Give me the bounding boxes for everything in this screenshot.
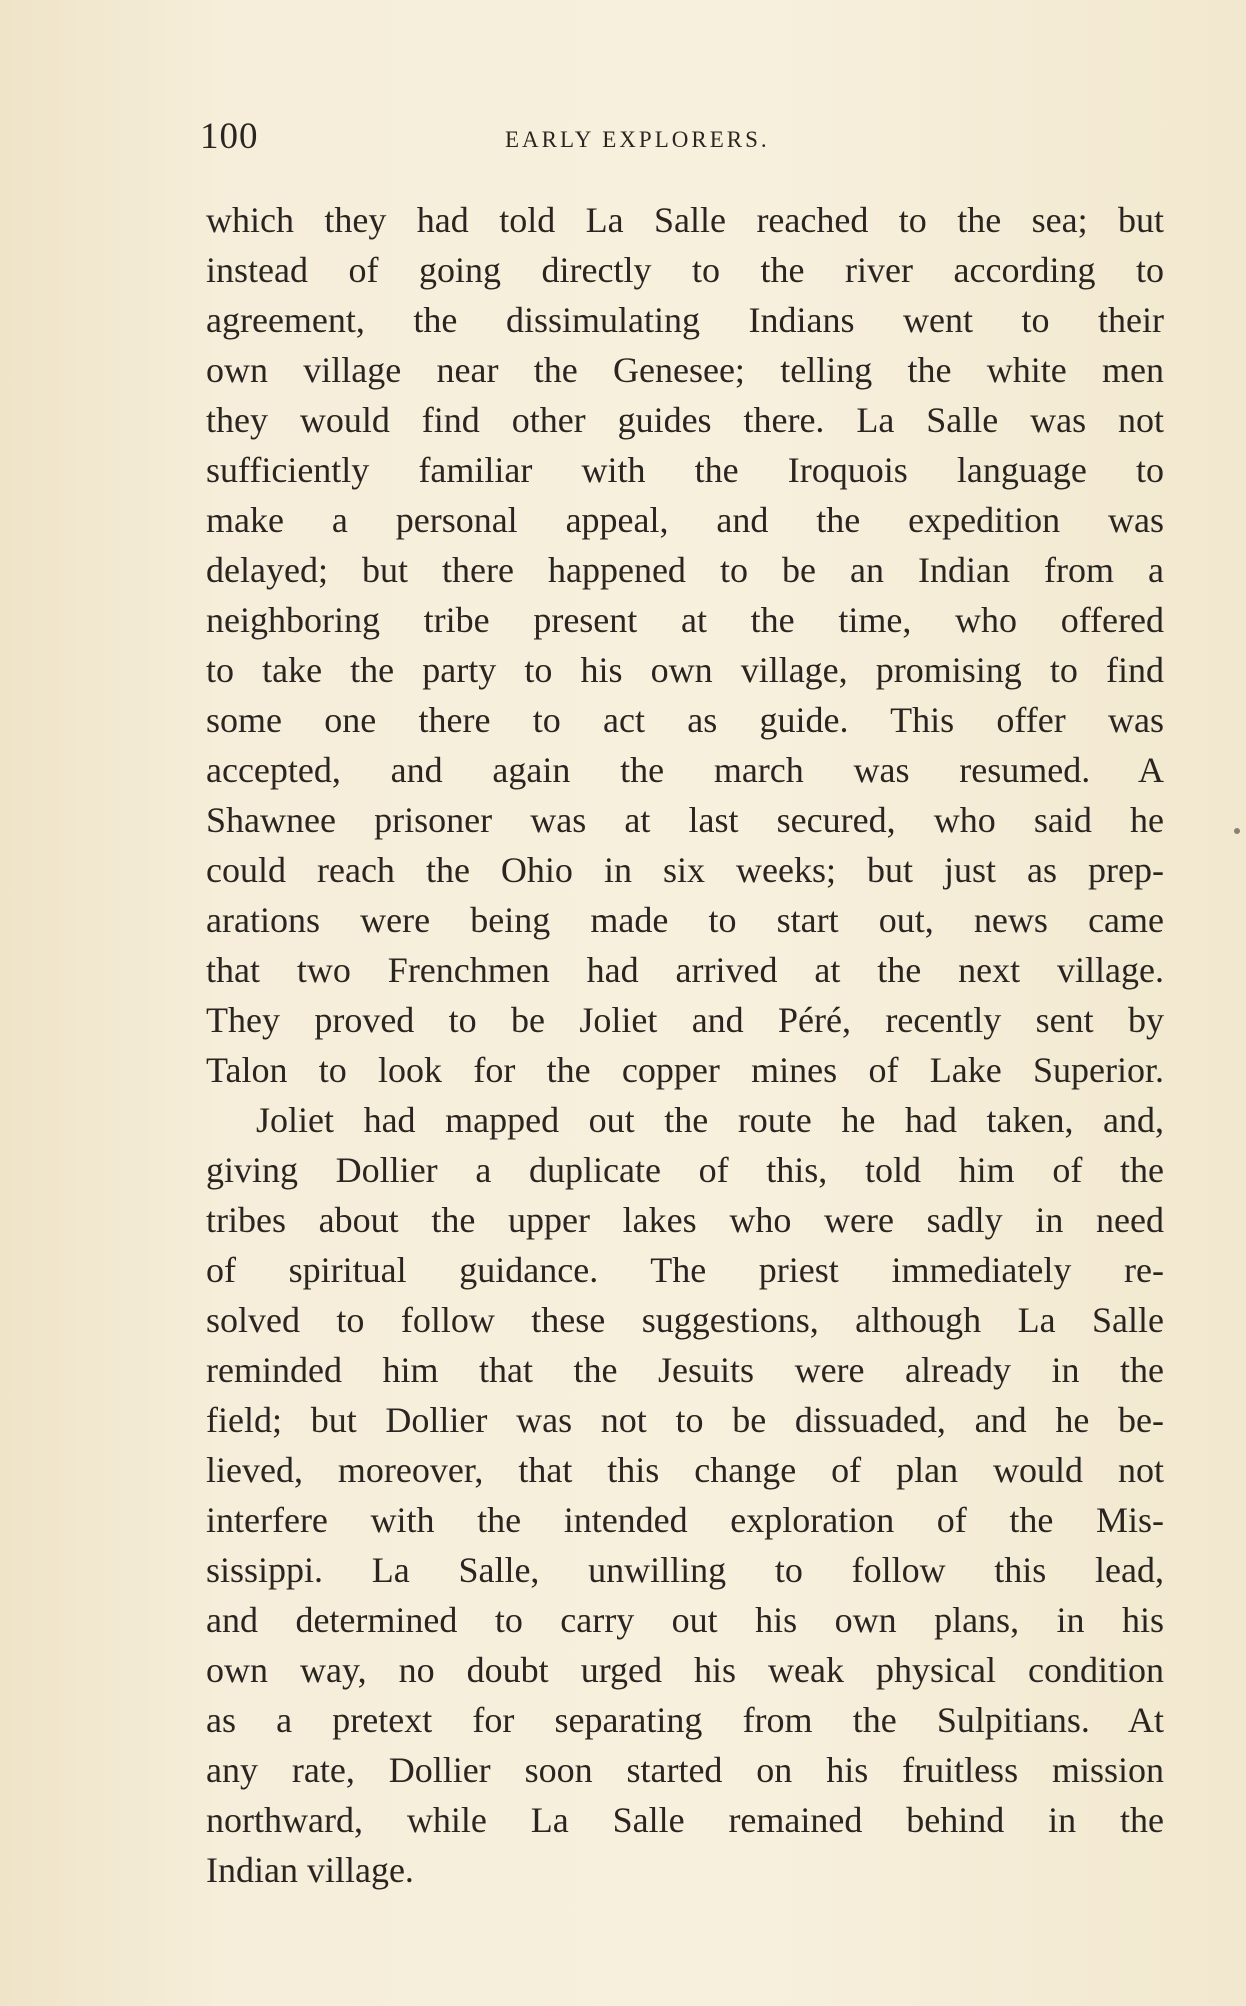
text-line: giving Dollier a duplicate of this, told him of the (206, 1150, 1164, 1190)
text-line: They proved to be Joliet and Péré, recently sent by (206, 1000, 1164, 1040)
text-line: solved to follow these suggestions, although La Salle (206, 1300, 1164, 1340)
text-line: field; but Dollier was not to be dissuaded, and he be- (206, 1400, 1164, 1440)
text-line: reminded him that the Jesuits were already in the (206, 1350, 1164, 1390)
margin-dot (1234, 828, 1240, 834)
text-line: instead of going directly to the river according to (206, 250, 1164, 290)
text-line: that two Frenchmen had arrived at the next village. (206, 950, 1164, 990)
text-line: some one there to act as guide. This offer was (206, 700, 1164, 740)
text-line: they would find other guides there. La Salle was not (206, 400, 1164, 440)
text-line: own village near the Genesee; telling the white men (206, 350, 1164, 390)
text-line: sufficiently familiar with the Iroquois language to (206, 450, 1164, 490)
running-title: EARLY EXPLORERS. (505, 127, 770, 152)
text-line: Talon to look for the copper mines of Lake Superior. (206, 1050, 1164, 1090)
text-line: accepted, and again the march was resumed. A (206, 750, 1164, 790)
text-line: Shawnee prisoner was at last secured, who said he (206, 800, 1164, 840)
text-line: tribes about the upper lakes who were sadly in need (206, 1200, 1164, 1240)
text-line: make a personal appeal, and the expedition was (206, 500, 1164, 540)
text-line: neighboring tribe present at the time, who offered (206, 600, 1164, 640)
text-line: and determined to carry out his own plans, in his (206, 1600, 1164, 1640)
text-line: northward, while La Salle remained behind in the (206, 1800, 1164, 1840)
text-line: which they had told La Salle reached to the sea; but (206, 200, 1164, 240)
text-line: own way, no doubt urged his weak physical condition (206, 1650, 1164, 1690)
page-header (200, 115, 1170, 175)
page-number: 100 (200, 116, 259, 157)
paragraph-first-line: Joliet had mapped out the route he had taken, and, (256, 1100, 1164, 1140)
text-line: sissippi. La Salle, unwilling to follow this lead, (206, 1550, 1164, 1590)
text-line: of spiritual guidance. The priest immediately re- (206, 1250, 1164, 1290)
text-line: lieved, moreover, that this change of plan would not (206, 1450, 1164, 1490)
paragraph-last-line: Indian village. (206, 1850, 414, 1890)
text-line: interfere with the intended exploration of the Mis- (206, 1500, 1164, 1540)
text-line: to take the party to his own village, promising to find (206, 650, 1164, 690)
text-line: arations were being made to start out, news came (206, 900, 1164, 940)
body-text (206, 195, 1164, 1895)
text-line: as a pretext for separating from the Sulpitians. At (206, 1700, 1164, 1740)
text-line: agreement, the dissimulating Indians went to their (206, 300, 1164, 340)
text-line: could reach the Ohio in six weeks; but just as prep- (206, 850, 1164, 890)
text-line: delayed; but there happened to be an Indian from a (206, 550, 1164, 590)
text-line: any rate, Dollier soon started on his fruitless mission (206, 1750, 1164, 1790)
